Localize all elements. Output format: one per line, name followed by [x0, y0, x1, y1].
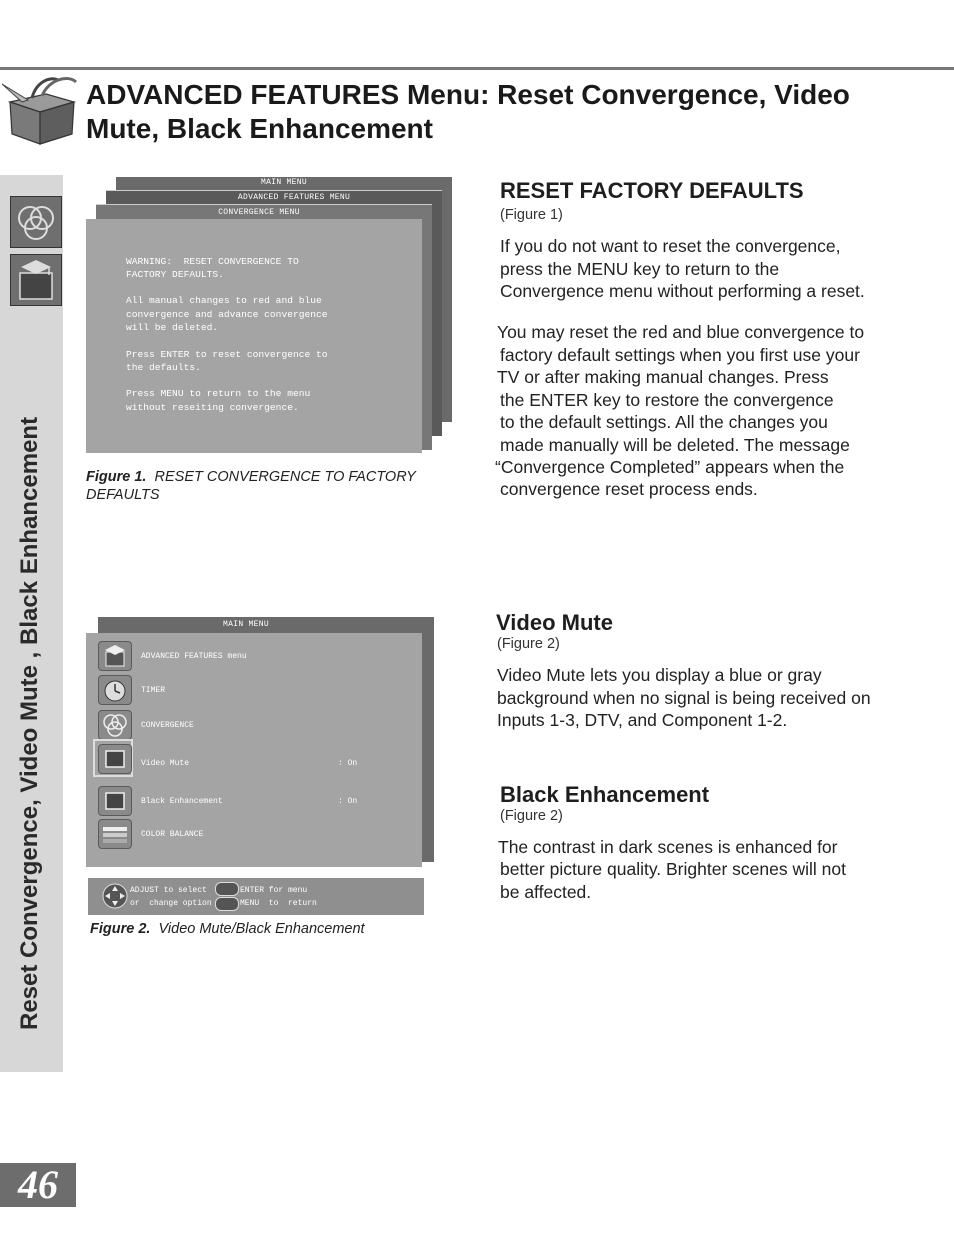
warning-line: convergence and advance convergence: [126, 309, 328, 320]
menu-item-label: COLOR BALANCE: [141, 830, 204, 839]
help-text: ADJUST to select: [130, 886, 207, 895]
reset-para1-line: If you do not want to reset the convergence,: [500, 236, 841, 256]
warning-line: Press ENTER to reset convergence to: [126, 349, 328, 360]
menu-item-label: ADVANCED FEATURES menu: [141, 652, 247, 661]
black-enhancement-line: be affected.: [500, 882, 592, 902]
reset-figure-ref: (Figure 1): [500, 207, 563, 223]
menu-button-icon: [215, 897, 239, 911]
figure-1-caption-label: Figure 1.: [86, 469, 147, 485]
video-mute-figure-ref: (Figure 2): [497, 636, 560, 652]
warning-line: All manual changes to red and blue: [126, 295, 322, 306]
black-enhancement-heading: Black Enhancement: [500, 782, 710, 807]
reset-para2-line: factory default settings when you first use your: [500, 345, 860, 365]
reset-para2-line: to the default settings. All the changes you: [500, 412, 828, 432]
help-text: or change option: [130, 899, 212, 908]
figure-2-caption-text: Video Mute/Black Enhancement: [158, 921, 365, 937]
help-text: ENTER for menu: [240, 886, 308, 895]
top-rule: [0, 67, 954, 70]
page-number: 46: [0, 1163, 76, 1207]
menu-item-value: : On: [338, 797, 358, 806]
advanced-features-title: ADVANCED FEATURES MENU: [237, 193, 351, 202]
figure-1-caption: [86, 468, 446, 504]
reset-para2-line: convergence reset process ends.: [500, 479, 758, 499]
color-balance-icon: [98, 819, 132, 849]
video-mute-line: Inputs 1-3, DTV, and Component 1-2.: [497, 710, 788, 730]
advanced-features-icon: [98, 641, 132, 671]
video-mute-line: Video Mute lets you display a blue or gray: [497, 665, 822, 685]
reset-para2-line: made manually will be deleted. The message: [500, 435, 850, 455]
reset-para2-line: the ENTER key to restore the convergence: [500, 390, 834, 410]
enter-button-icon: [215, 882, 239, 896]
page-title: [86, 78, 886, 146]
black-enhancement-figure-ref: (Figure 2): [500, 808, 563, 824]
black-enhancement-line: better picture quality. Brighter scenes will not: [500, 859, 846, 879]
tv-icon: [98, 744, 132, 774]
page-title-line-2: Mute, Black Enhancement: [86, 113, 433, 144]
toolbox-icon: [2, 72, 80, 148]
tv-icon: [98, 786, 132, 816]
main-menu-screen: [86, 633, 422, 867]
timer-icon: [98, 675, 132, 705]
menu-item-label: Video Mute: [141, 759, 190, 768]
menu-item-label: Black Enhancement: [141, 797, 223, 806]
convergence-icon: [98, 710, 132, 740]
warning-line: without reseiting convergence.: [126, 402, 299, 413]
side-section-title: Reset Convergence, Video Mute , Black Enhancement: [16, 416, 43, 1030]
figure-2-caption: [90, 921, 365, 937]
menu-item-label: TIMER: [141, 686, 166, 695]
warning-line: Press MENU to return to the menu: [126, 388, 311, 399]
reset-para2-line: You may reset the red and blue convergence to: [497, 322, 865, 342]
warning-line: WARNING: RESET CONVERGENCE TO: [126, 256, 299, 267]
reset-para1-line: Convergence menu without performing a reset.: [500, 281, 865, 301]
main-menu-title: MAIN MENU: [223, 620, 269, 629]
convergence-menu-title: CONVERGENCE MENU: [218, 208, 300, 217]
dpad-icon: [101, 882, 129, 910]
menu-item-label: CONVERGENCE: [141, 721, 194, 730]
video-mute-heading: Video Mute: [496, 610, 613, 635]
black-enhancement-line: The contrast in dark scenes is enhanced for: [498, 837, 838, 857]
main-menu-title: MAIN MENU: [261, 178, 307, 187]
reset-section-heading: RESET FACTORY DEFAULTS: [500, 178, 804, 203]
warning-screen: [86, 219, 422, 453]
remote-help-bar: [88, 878, 424, 915]
figure-1-caption-text-2: DEFAULTS: [86, 487, 160, 503]
video-mute-line: background when no signal is being received on: [497, 688, 871, 708]
reset-para1-line: press the MENU key to return to the: [500, 259, 780, 279]
warning-line: will be deleted.: [126, 322, 219, 333]
figure-2-caption-label: Figure 2.: [90, 921, 151, 937]
warning-line: the defaults.: [126, 362, 201, 373]
help-text: MENU to return: [240, 899, 317, 908]
reset-para2-line: “Convergence Completed” appears when the: [495, 457, 845, 477]
warning-line: FACTORY DEFAULTS.: [126, 269, 224, 280]
menu-item-value: : On: [338, 759, 358, 768]
figure-1-caption-text: RESET CONVERGENCE TO FACTORY: [154, 469, 416, 485]
page-title-line-1: ADVANCED FEATURES Menu: Reset Convergence, Video: [86, 79, 850, 110]
reset-para2-line: TV or after making manual changes. Press: [497, 367, 829, 387]
